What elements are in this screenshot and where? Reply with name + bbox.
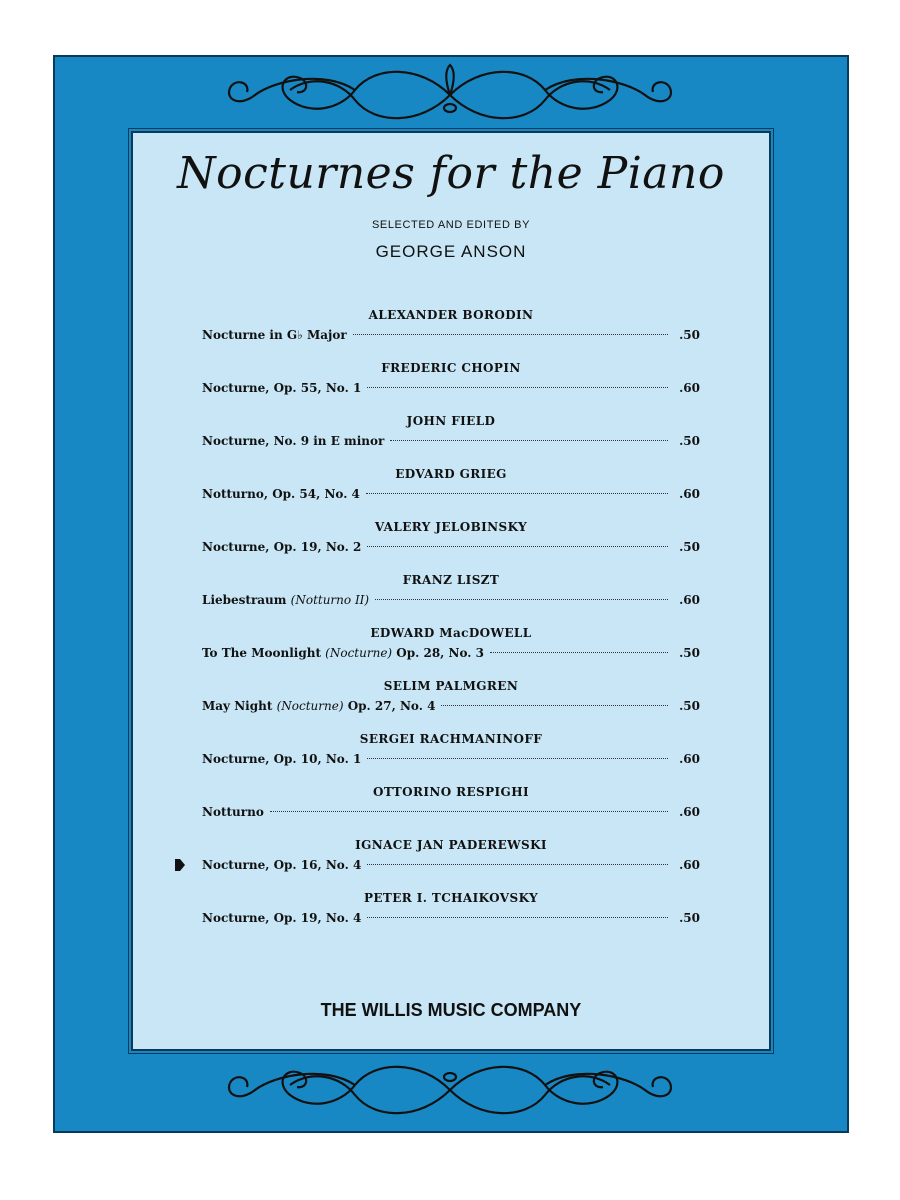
piece-title-main: Nocturne, Op. 55, No. 1 (202, 381, 362, 395)
list-item (202, 571, 700, 624)
composer-name: PETER I. TCHAIKOVSKY (363, 891, 539, 905)
contents-list (202, 306, 700, 942)
composer-name: JOHN FIELD (406, 414, 496, 428)
piece-line (202, 483, 700, 505)
composer-name: SELIM PALMGREN (383, 679, 519, 693)
piece-title-main: Notturno, Op. 54, No. 4 (202, 487, 360, 501)
piece-title-main: Liebestraum (202, 593, 291, 607)
piece-title-italic: (Nocturne) (276, 699, 344, 713)
piece-line (202, 377, 700, 399)
list-item (202, 836, 700, 889)
dot-leader (490, 652, 668, 653)
list-item (202, 465, 700, 518)
piece-line (202, 430, 700, 452)
piece-title (202, 642, 484, 664)
piece-title-main: Nocturne, Op. 19, No. 4 (202, 911, 362, 925)
piece-title (202, 483, 360, 505)
price: .50 (679, 328, 700, 342)
dot-leader (390, 440, 668, 441)
price: .60 (679, 487, 700, 501)
list-item (202, 359, 700, 412)
piece-title-italic: (Notturno II) (290, 593, 370, 607)
dot-leader (367, 758, 668, 759)
composer-name: ALEXANDER BORODIN (368, 308, 534, 322)
piece-title (202, 801, 264, 823)
piece-title (202, 377, 361, 399)
piece-title (202, 324, 347, 346)
list-item (202, 306, 700, 359)
piece-title (202, 589, 369, 611)
piece-title (202, 536, 361, 558)
piece-line (202, 589, 700, 611)
piece-title (202, 695, 435, 717)
list-item (202, 730, 700, 783)
bottom-scroll-ornament (215, 1055, 685, 1125)
dot-leader (353, 334, 668, 335)
piece-title-italic: (Nocturne) (325, 646, 393, 660)
dot-leader (367, 917, 668, 918)
price: .60 (679, 752, 700, 766)
piece-line (202, 642, 700, 664)
piece-title-main: Nocturne, Op. 16, No. 4 (202, 858, 362, 872)
price: .60 (679, 805, 700, 819)
piece-line (202, 695, 700, 717)
piece-title-opus: Op. 27, No. 4 (343, 699, 436, 713)
piece-title-main: Nocturne, Op. 19, No. 2 (202, 540, 362, 554)
dot-leader (375, 599, 668, 600)
price: .50 (679, 434, 700, 448)
list-item (202, 412, 700, 465)
dot-leader (367, 546, 668, 547)
cover-title: Nocturnes for the Piano (177, 148, 725, 199)
piece-title-opus: Op. 28, No. 3 (392, 646, 485, 660)
list-item (202, 783, 700, 836)
list-item (202, 518, 700, 571)
price: .50 (679, 646, 700, 660)
publisher-name: THE WILLIS MUSIC COMPANY (320, 1000, 582, 1020)
dot-leader (441, 705, 668, 706)
piece-title (202, 907, 361, 929)
piece-line (202, 536, 700, 558)
dot-leader (367, 864, 668, 865)
list-item (202, 624, 700, 677)
price: .50 (679, 911, 700, 925)
piece-title-main: Nocturne, No. 9 in E minor (202, 434, 385, 448)
composer-name: IGNACE JAN PADEREWSKI (355, 838, 547, 852)
top-scroll-ornament (215, 60, 685, 130)
piece-title (202, 854, 361, 876)
price: .60 (679, 381, 700, 395)
composer-name: FRANZ LISZT (402, 573, 500, 587)
cover-subtitle: SELECTED AND EDITED BY (371, 219, 531, 231)
piece-line (202, 324, 700, 346)
composer-name: FREDERIC CHOPIN (381, 361, 521, 375)
dot-leader (366, 493, 668, 494)
composer-name: OTTORINO RESPIGHI (373, 785, 529, 799)
dot-leader (367, 387, 668, 388)
piece-title-main: To The Moonlight (202, 646, 326, 660)
piece-line (202, 748, 700, 770)
piece-line (202, 907, 700, 929)
editor-name: GEORGE ANSON (375, 242, 527, 261)
price: .50 (679, 699, 700, 713)
price: .60 (679, 858, 700, 872)
piece-title (202, 748, 361, 770)
price: .50 (679, 540, 700, 554)
composer-name: SERGEI RACHMANINOFF (359, 732, 543, 746)
piece-title-main: Nocturne, Op. 10, No. 1 (202, 752, 362, 766)
composer-name: EDWARD MacDOWELL (370, 626, 532, 640)
piece-title-main: Notturno (202, 805, 264, 819)
piece-line (202, 801, 700, 823)
piece-line (202, 854, 700, 876)
composer-name: EDVARD GRIEG (395, 467, 507, 481)
pointer-arrow-icon (174, 857, 186, 873)
piece-title (202, 430, 384, 452)
piece-title-main: Nocturne in G♭ Major (202, 328, 347, 342)
price: .60 (679, 593, 700, 607)
dot-leader (270, 811, 668, 812)
list-item (202, 677, 700, 730)
piece-title-main: May Night (202, 699, 277, 713)
composer-name: VALERY JELOBINSKY (374, 520, 528, 534)
list-item (202, 889, 700, 942)
